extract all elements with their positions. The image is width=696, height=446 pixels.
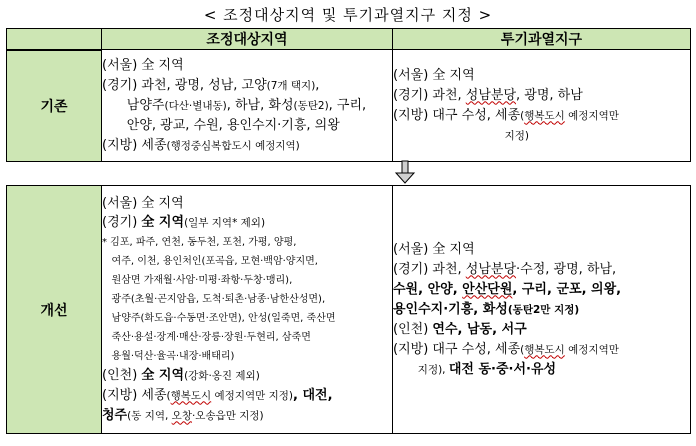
text: 안산단원 xyxy=(462,281,513,297)
note: ·오송읍만 지정) xyxy=(191,409,264,422)
existing-overheat-cell xyxy=(393,50,691,162)
note: (동탄2만 지정) xyxy=(507,303,580,316)
new-overheat-gyeonggi-2 xyxy=(393,280,690,300)
existing-adjust-local xyxy=(102,136,392,156)
new-adjust-local-2 xyxy=(102,406,392,426)
note: 행복도시 xyxy=(524,109,565,122)
text: 원삼면 가재월·사암·미평·좌항·두창·맹리), xyxy=(111,274,293,286)
new-table xyxy=(6,185,691,434)
new-adjust-incheon xyxy=(102,366,392,386)
text: (지방) 대구 수성, 세종 xyxy=(393,107,521,123)
text: (인천) xyxy=(102,367,142,383)
text: 全 지역 xyxy=(141,367,185,383)
new-overheat-cell xyxy=(393,186,691,434)
note: 지정) xyxy=(504,129,529,142)
text: 용월·덕산·율곡·내장·배태리) xyxy=(111,350,235,362)
note: ( xyxy=(520,109,525,122)
text: 광주(초월·곤지암읍, 도척·퇴촌·남종·남한산성면), xyxy=(111,293,326,305)
text: 죽산·용설·장계·매산·장릉·장원·두현리, 삼죽면 xyxy=(111,331,311,343)
text: , 구리, xyxy=(328,97,367,113)
page-title: < 조정대상지역 및 투기과열지구 지정 > xyxy=(203,6,493,24)
existing-overheat-local-2 xyxy=(393,126,690,146)
new-adjust-seoul: (서울) 全 지역 xyxy=(102,195,184,211)
existing-adjust-gyeonggi-2 xyxy=(102,96,392,116)
exclusion-line-1: * 김포, 파주, 연천, 동두천, 포천, 가평, 양평, xyxy=(102,236,297,248)
text: 남양주(화도읍·수동면·조안면), 안성(일죽면, 죽산면 xyxy=(111,312,336,324)
new-overheat-seoul: (서울) 全 지역 xyxy=(393,241,475,257)
existing-table xyxy=(6,28,691,162)
note: (다산·별내동) xyxy=(164,99,227,112)
text: (지방) 세종 xyxy=(102,137,167,153)
text: (경기) 과천, xyxy=(393,87,466,103)
header-row xyxy=(7,29,691,50)
text: , 광명, 하남 xyxy=(516,87,583,103)
row-label-existing: 기존 xyxy=(7,50,102,162)
row-label-new: 개선 xyxy=(7,186,102,434)
header-overheat: 투기과열지구 xyxy=(393,29,691,50)
text: , xyxy=(315,77,320,93)
text: 안양, 광교, 수원, 용인수지·기흥, 의왕 xyxy=(126,117,340,133)
text: (인천) xyxy=(393,321,433,337)
row-existing xyxy=(7,50,691,162)
note: (일부 지역* 제외) xyxy=(184,216,266,229)
existing-adjust-cell xyxy=(102,50,393,162)
text: ·수정, 광명, 하남, xyxy=(516,261,617,277)
note: 예정지역만 지정) xyxy=(211,389,293,402)
note: (강화·옹진 제외) xyxy=(184,369,260,382)
text: (지방) 대구 수성, 세종 xyxy=(393,341,521,357)
new-adjust-exclusions xyxy=(102,233,392,366)
note: (동 지역, xyxy=(127,409,172,422)
exclusion-line-3 xyxy=(102,271,392,290)
text: 全 지역 xyxy=(141,214,185,230)
exclusion-line-5 xyxy=(102,309,392,328)
text: 성남분당 xyxy=(465,87,517,103)
existing-adjust-seoul: (서울) 全 지역 xyxy=(102,57,184,73)
text: 용인수지·기흥, 화성 xyxy=(393,301,508,317)
text: 대전 동·중·서·유성 xyxy=(448,361,557,377)
new-adjust-cell xyxy=(102,186,393,434)
exclusion-line-2 xyxy=(102,252,392,271)
text: (지방) 세종 xyxy=(102,387,167,403)
new-overheat-local xyxy=(393,340,690,360)
text: 여주, 이천, 용인처인(포곡읍, 모현·백암·양지면, xyxy=(111,255,318,267)
text: (경기) 과천, 광명, 성남, 고양 xyxy=(102,77,267,93)
new-overheat-gyeonggi-1 xyxy=(393,260,690,280)
note: 예정지역만 xyxy=(564,343,619,356)
note: (동탄2) xyxy=(293,99,329,112)
note: (행정중심복합도시 예정지역) xyxy=(166,139,300,152)
exclusion-line-6 xyxy=(102,328,392,347)
new-overheat-gyeonggi-3 xyxy=(393,300,690,320)
new-overheat-incheon xyxy=(393,320,690,340)
existing-adjust-gyeonggi-3 xyxy=(102,116,392,136)
existing-overheat-gyeonggi xyxy=(393,86,690,106)
existing-overheat-seoul: (서울) 全 지역 xyxy=(393,67,475,83)
note: 행복도시 xyxy=(170,389,212,402)
existing-adjust-gyeonggi-1 xyxy=(102,76,392,96)
note: 오창 xyxy=(171,409,192,422)
header-corner xyxy=(7,29,102,50)
text: 연수, 남동, 서구 xyxy=(432,321,527,337)
note: 예정지역만 xyxy=(564,109,619,122)
text: 청주 xyxy=(102,407,128,423)
header-adjust: 조정대상지역 xyxy=(102,29,393,50)
new-adjust-gyeonggi xyxy=(102,213,392,233)
row-new xyxy=(7,186,691,434)
exclusion-line-7 xyxy=(102,347,392,366)
note: 행복도시 xyxy=(524,343,565,356)
note: (7개 택지) xyxy=(266,79,316,92)
text: 남양주 xyxy=(126,97,165,113)
new-adjust-local xyxy=(102,386,392,406)
text: (경기) 과천, xyxy=(393,261,466,277)
new-overheat-local-2 xyxy=(393,360,690,380)
exclusion-line-4 xyxy=(102,290,392,309)
text: (경기) xyxy=(102,214,142,230)
arrow-down-icon xyxy=(393,160,417,184)
note: ( xyxy=(520,343,525,356)
text: 성남분당 xyxy=(465,261,517,277)
text: , 대전, xyxy=(292,387,333,403)
note: 지정), xyxy=(417,363,449,376)
note: ( xyxy=(166,389,171,402)
existing-overheat-local xyxy=(393,106,690,126)
text: , 구리, 군포, 의왕, xyxy=(512,281,622,297)
text: , 하남, 화성 xyxy=(226,97,294,113)
text: 수원, 안양, xyxy=(393,281,463,297)
